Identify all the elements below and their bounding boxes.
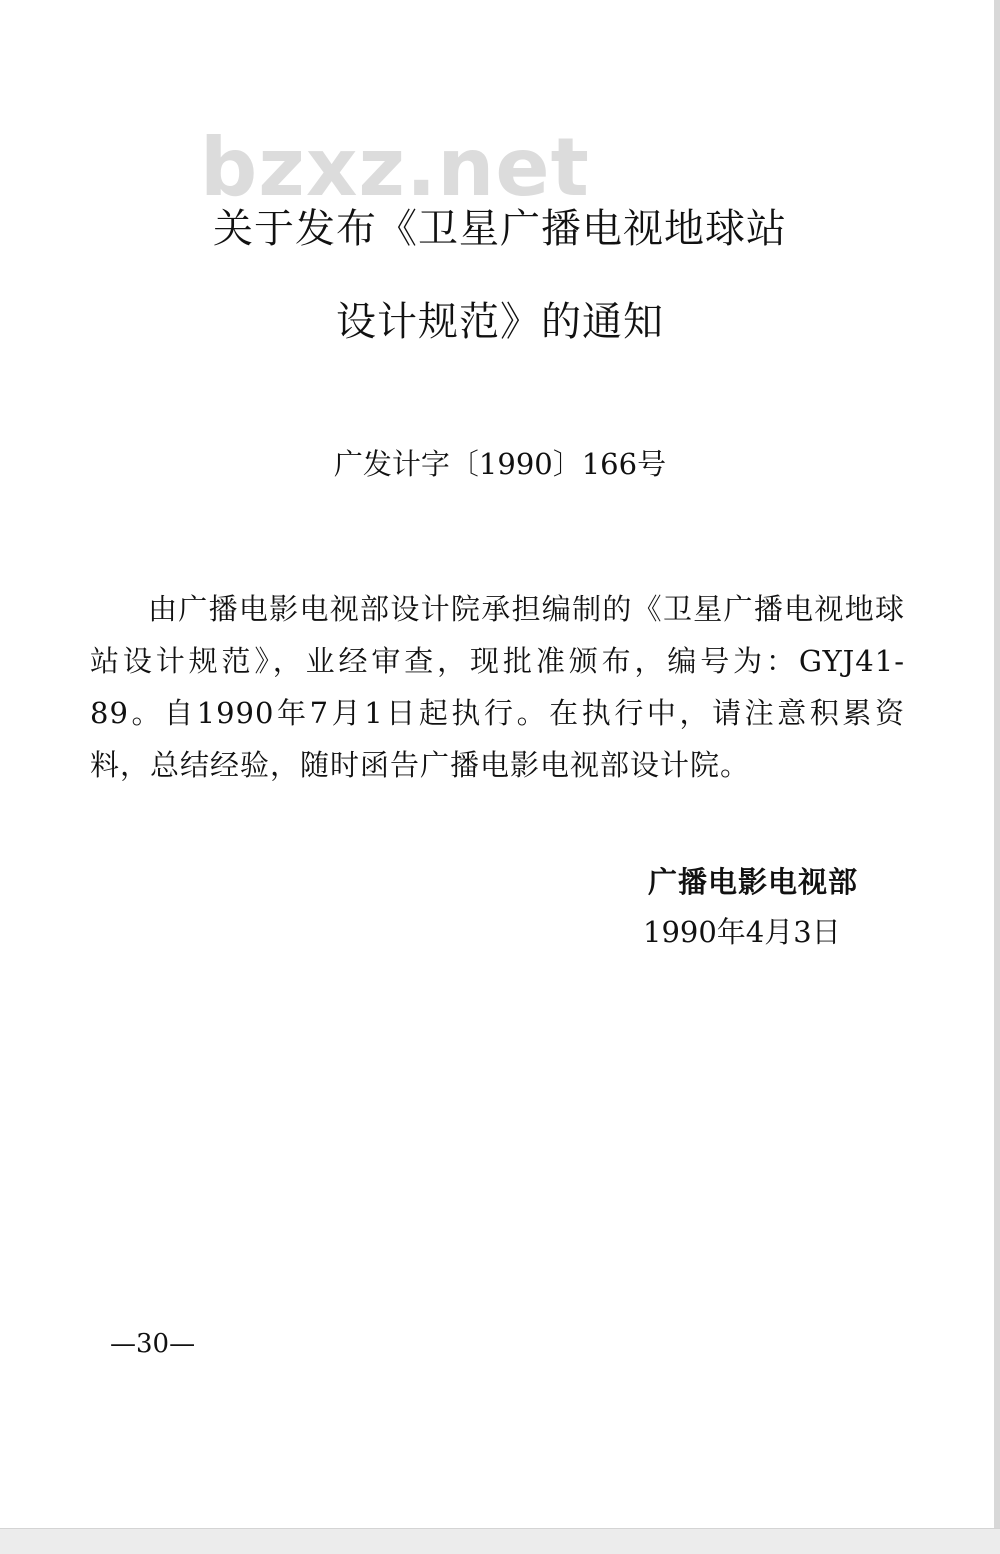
issue-date: 1990年4月3日 xyxy=(643,915,841,949)
title-line-2: 设计规范》的通知 xyxy=(336,299,664,345)
page-number: —30— xyxy=(110,1329,196,1359)
page-bottom-edge xyxy=(0,1528,1000,1554)
watermark: bzxz.net xyxy=(200,121,590,214)
title-line-1: 关于发布《卫星广播电视地球站 xyxy=(213,206,787,252)
body-paragraph: 由广播电影电视部设计院承担编制的《卫星广播电视地球站设计规范》，业经审查，现批准颁布，编号为：GYJ41-89。自1990年7月1日起执行。在执行中，请注意积累资料，总结经验，随时函告广播电影电视部设计院。 xyxy=(90,592,905,782)
document-number: 广发计字〔1990〕166号 xyxy=(333,447,667,481)
issuer: 广播电影电视部 xyxy=(648,865,859,899)
